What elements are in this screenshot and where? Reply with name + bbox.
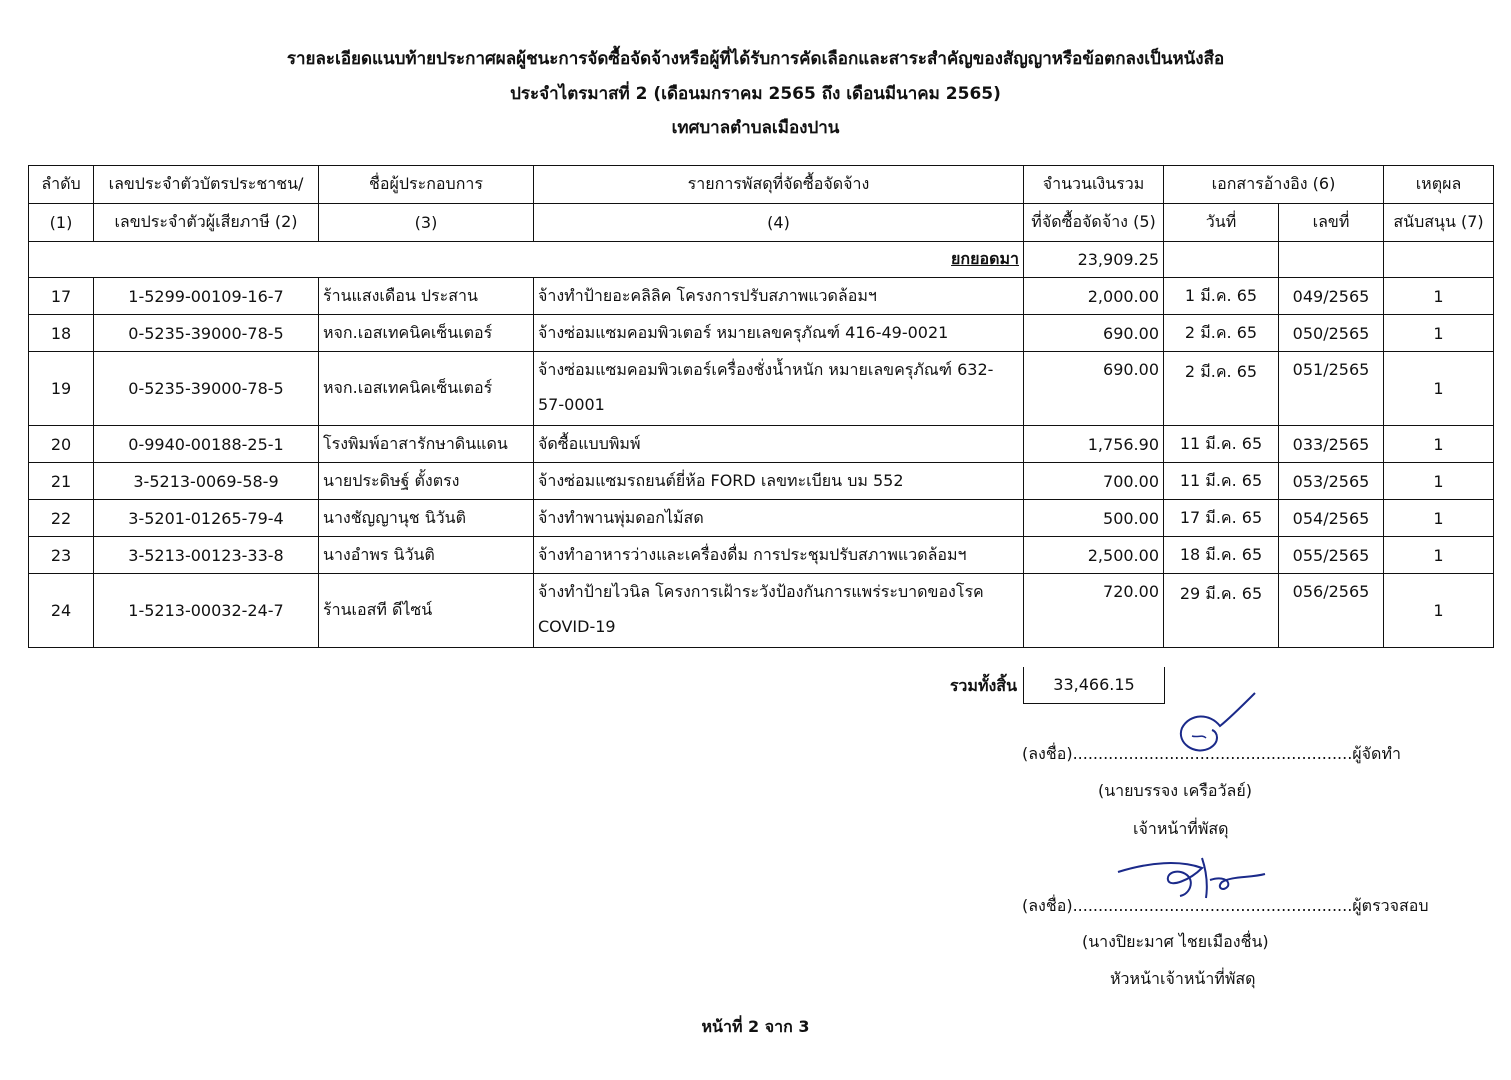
total-amount: 33,466.15 <box>1023 667 1165 704</box>
document-period: ประจำไตรมาสที่ 2 (เดือนมกราคม 2565 ถึง เดือนมีนาคม 2565) <box>510 84 1001 104</box>
row-reason: 1 <box>1384 278 1494 315</box>
page-number: หน้าที่ 2 จาก 3 <box>701 1017 810 1036</box>
row-ref: 053/2565 <box>1279 463 1384 500</box>
col-amount-sub: ที่จัดซื้อจัดจ้าง (5) <box>1024 204 1164 242</box>
row-date: 18 มี.ค. 65 <box>1164 537 1279 574</box>
table-row <box>29 315 1494 352</box>
row-no: 17 <box>29 278 94 315</box>
carried-forward-label: ยกยอดมา <box>951 249 1019 268</box>
row-amount: 690.00 <box>1024 315 1164 352</box>
row-ref: 055/2565 <box>1279 537 1384 574</box>
organization-name: เทศบาลตำบลเมืองปาน <box>671 118 840 138</box>
carried-forward-row <box>29 242 1494 278</box>
checker-title: หัวหน้าเจ้าหน้าที่พัสดุ <box>1110 969 1256 988</box>
row-ref: 051/2565 <box>1279 352 1384 426</box>
table-row <box>29 500 1494 537</box>
col-id-label: เลขประจำตัวบัตรประชาชน/ <box>94 166 319 204</box>
signature-line-preparer: (ลงชื่อ).......................................................ผู้จัดทำ <box>1022 744 1401 763</box>
row-item: จ้างซ่อมแซมรถยนต์ยี่ห้อ FORD เลขทะเบียน บม 552 <box>534 463 1024 500</box>
row-id: 0-5235-39000-78-5 <box>94 352 319 426</box>
row-amount: 500.00 <box>1024 500 1164 537</box>
row-no: 21 <box>29 463 94 500</box>
row-ref: 033/2565 <box>1279 426 1384 463</box>
row-name: โรงพิมพ์อาสารักษาดินแดน <box>319 426 534 463</box>
row-item: จ้างซ่อมแซมคอมพิวเตอร์ หมายเลขครุภัณฑ์ 416-49-0021 <box>534 315 1024 352</box>
row-amount: 720.00 <box>1024 574 1164 648</box>
row-name: ร้านแสงเดือน ประสาน <box>319 278 534 315</box>
signature-line-checker: (ลงชื่อ).......................................................ผู้ตรวจสอบ <box>1022 896 1429 915</box>
row-reason: 1 <box>1384 426 1494 463</box>
row-no: 20 <box>29 426 94 463</box>
row-amount: 2,500.00 <box>1024 537 1164 574</box>
col-id-sub: เลขประจำตัวผู้เสียภาษี (2) <box>94 204 319 242</box>
row-name: หจก.เอสเทคนิคเซ็นเตอร์ <box>319 315 534 352</box>
row-name: นางชัญญานุช นิวันติ <box>319 500 534 537</box>
table-row <box>29 352 1494 426</box>
row-id: 0-5235-39000-78-5 <box>94 315 319 352</box>
col-reason-sub: สนับสนุน (7) <box>1384 204 1494 242</box>
row-no: 24 <box>29 574 94 648</box>
table-row <box>29 278 1494 315</box>
row-date: 1 มี.ค. 65 <box>1164 278 1279 315</box>
col-name-number: (3) <box>319 204 534 242</box>
row-name: ร้านเอสที ดีไซน์ <box>319 574 534 648</box>
row-reason: 1 <box>1384 500 1494 537</box>
row-item: จ้างซ่อมแซมคอมพิวเตอร์เครื่องชั่งน้ำหนัก หมายเลขครุภัณฑ์ 632-57-0001 <box>534 352 1024 426</box>
row-ref: 054/2565 <box>1279 500 1384 537</box>
col-name-label: ชื่อผู้ประกอบการ <box>319 166 534 204</box>
row-id: 3-5213-00123-33-8 <box>94 537 319 574</box>
row-id: 1-5299-00109-16-7 <box>94 278 319 315</box>
col-item-number: (4) <box>534 204 1024 242</box>
row-no: 23 <box>29 537 94 574</box>
preparer-title: เจ้าหน้าที่พัสดุ <box>1133 819 1229 838</box>
row-date: 29 มี.ค. 65 <box>1164 574 1279 648</box>
row-name: หจก.เอสเทคนิคเซ็นเตอร์ <box>319 352 534 426</box>
table-row <box>29 574 1494 648</box>
row-date: 11 มี.ค. 65 <box>1164 426 1279 463</box>
row-item: จ้างทำพานพุ่มดอกไม้สด <box>534 500 1024 537</box>
row-item: จ้างทำป้ายอะคลิลิค โครงการปรับสภาพแวดล้อมฯ <box>534 278 1024 315</box>
header-row-1 <box>29 166 1494 204</box>
col-ref-no: เลขที่ <box>1279 204 1384 242</box>
row-amount: 1,756.90 <box>1024 426 1164 463</box>
row-date: 11 มี.ค. 65 <box>1164 463 1279 500</box>
row-ref: 049/2565 <box>1279 278 1384 315</box>
col-no-number: (1) <box>29 204 94 242</box>
col-ref-date: วันที่ <box>1164 204 1279 242</box>
row-amount: 2,000.00 <box>1024 278 1164 315</box>
table-row <box>29 537 1494 574</box>
row-amount: 690.00 <box>1024 352 1164 426</box>
row-reason: 1 <box>1384 352 1494 426</box>
row-no: 22 <box>29 500 94 537</box>
carried-forward-amount: 23,909.25 <box>1024 242 1164 278</box>
total-label: รวมทั้งสิ้น <box>949 676 1017 695</box>
table-row <box>29 463 1494 500</box>
header-row-2 <box>29 204 1494 242</box>
row-name: นายประดิษฐ์ ตั้งตรง <box>319 463 534 500</box>
procurement-table <box>28 165 1494 648</box>
col-item-label: รายการพัสดุที่จัดซื้อจัดจ้าง <box>534 166 1024 204</box>
col-reason-label: เหตุผล <box>1384 166 1494 204</box>
table-row <box>29 426 1494 463</box>
row-item: จ้างทำอาหารว่างและเครื่องดื่ม การประชุมปรับสภาพแวดล้อมฯ <box>534 537 1024 574</box>
row-reason: 1 <box>1384 315 1494 352</box>
col-ref-label: เอกสารอ้างอิง (6) <box>1164 166 1384 204</box>
row-date: 2 มี.ค. 65 <box>1164 352 1279 426</box>
row-reason: 1 <box>1384 537 1494 574</box>
checker-name: (นางปิยะมาศ ไชยเมืองชื่น) <box>1082 932 1269 951</box>
row-ref: 050/2565 <box>1279 315 1384 352</box>
row-date: 17 มี.ค. 65 <box>1164 500 1279 537</box>
row-ref: 056/2565 <box>1279 574 1384 648</box>
row-reason: 1 <box>1384 463 1494 500</box>
row-id: 3-5213-0069-58-9 <box>94 463 319 500</box>
row-name: นางอำพร นิวันติ <box>319 537 534 574</box>
preparer-name: (นายบรรจง เครือวัลย์) <box>1098 781 1252 800</box>
row-id: 0-9940-00188-25-1 <box>94 426 319 463</box>
row-item: จ้างทำป้ายไวนิล โครงการเฝ้าระวังป้องกันการแพร่ระบาดของโรค COVID-19 <box>534 574 1024 648</box>
document-title: รายละเอียดแนบท้ายประกาศผลผู้ชนะการจัดซื้อจัดจ้างหรือผู้ที่ได้รับการคัดเลือกและสาระสำคัญของสัญญาหรือข้อตกลงเป็นหนังสือ <box>286 49 1225 69</box>
row-id: 1-5213-00032-24-7 <box>94 574 319 648</box>
row-reason: 1 <box>1384 574 1494 648</box>
row-no: 19 <box>29 352 94 426</box>
row-item: จัดซื้อแบบพิมพ์ <box>534 426 1024 463</box>
row-id: 3-5201-01265-79-4 <box>94 500 319 537</box>
col-amount-label: จำนวนเงินรวม <box>1024 166 1164 204</box>
row-amount: 700.00 <box>1024 463 1164 500</box>
row-no: 18 <box>29 315 94 352</box>
col-no-label: ลำดับ <box>29 166 94 204</box>
row-date: 2 มี.ค. 65 <box>1164 315 1279 352</box>
